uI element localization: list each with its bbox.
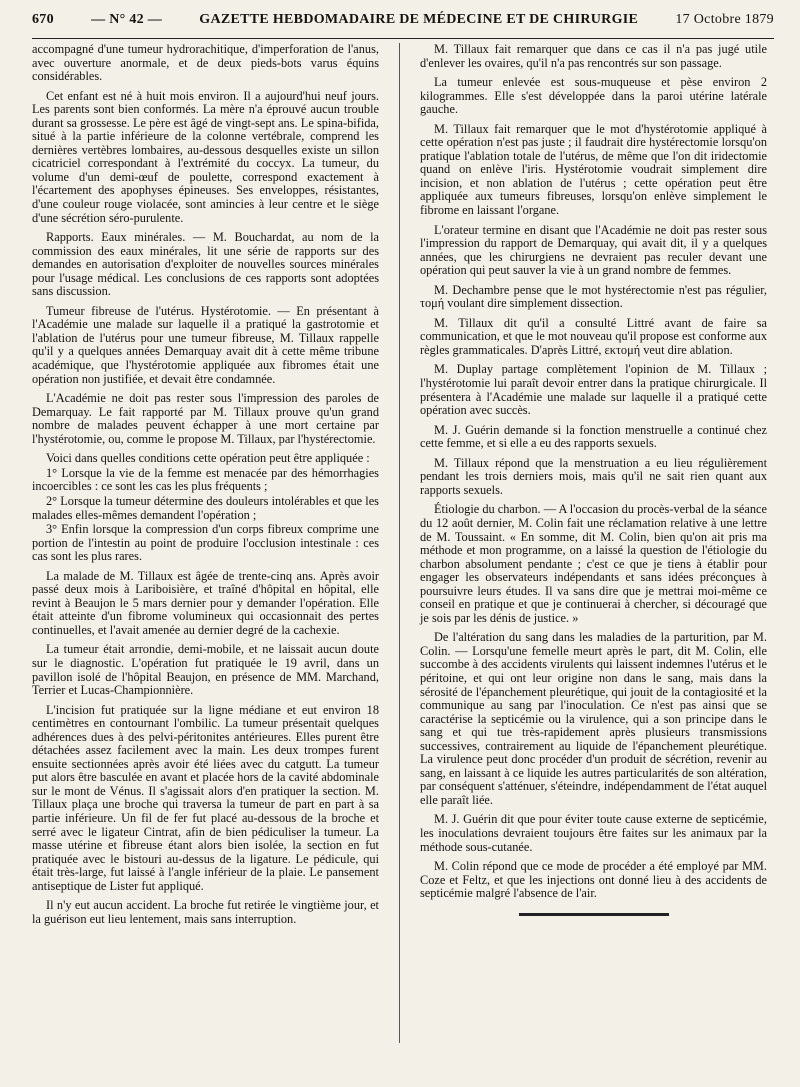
paragraph: De l'altération du sang dans les maladies de la parturition, par M. Colin. — Lorsqu'une femelle meurt après le part, dit M. Colin, elle succombe à des accidents virulents qui laissent indemnes l'utérus et le péritoine, et qui ont leur origine non dans le sang, mais dans la sérosité de l'épanchement pleurétique, qui jouit de la contagiosité et la communique au sang par l'inoculation. Ce n'est pas ainsi que se caractérise la septicémie ou la virulence, qui a son principe dans le sang et qui tue très-rapidement après plusieurs transmissions successives, contrairement au liquide de l'épanchement pleurétique. La virulence peut donc procéder d'un produit de sécrétion, revenir au sang, en laissant à ce liquide les autres particularités de son altération, par conséquent s'atténuer, s'éteindre, indépendamment de l'état auquel elle paraît liée. <box>420 630 767 807</box>
end-rule <box>519 913 669 916</box>
column-divider <box>399 43 400 1043</box>
article-columns <box>32 43 774 1043</box>
paragraph: 1° Lorsque la vie de la femme est menacée par des hémorrhagies incoercibles : ce sont les cas les plus fréquents ; <box>32 465 379 494</box>
paragraph: M. Tillaux répond que la menstruation a eu lieu régulièrement pendant les trois derniers mois, mais qu'il ne sait rien quant aux rapports sexuels. <box>420 455 767 497</box>
paragraph: M. Dechambre pense que le mot hystérectomie n'est pas régulier, τομή voulant dire simplement dissection. <box>420 282 767 311</box>
paragraph: M. J. Guérin dit que pour éviter toute cause externe de septicémie, les inoculations devraient toujours être faites sur les animaux par la méthode sous-cutanée. <box>420 812 767 854</box>
paragraph: 2° Lorsque la tumeur détermine des douleurs intolérables et que les malades elles-mêmes demandent l'opération ; <box>32 493 379 522</box>
right-column <box>412 43 767 1043</box>
paragraph: La tumeur enlevée est sous-muqueuse et pèse environ 2 kilogrammes. Elle s'est développée dans la paroi utérine latérale gauche. <box>420 75 767 117</box>
paragraph: accompagné d'une tumeur hydrorachitique, d'imperforation de l'anus, avec ouverture anormale, et de deux pieds-bots varus équins considérables. <box>32 42 379 84</box>
left-column <box>32 43 387 1043</box>
paragraph: M. Tillaux dit qu'il a consulté Littré avant de faire sa communication, et que le mot nouveau qu'il propose est conforme aux règles grammaticales. D'après Littré, εκτομή veut dire ablation. <box>420 315 767 357</box>
paragraph: L'orateur termine en disant que l'Académie ne doit pas rester sous l'impression du rapport de Demarquay, qui avait dit, il y a quelques années, que les chirurgiens ne devraient pas reculer devant une opération qui peut sauver la vie à un grand nombre de femmes. <box>420 222 767 278</box>
journal-title: GAZETTE HEBDOMADAIRE DE MÉDECINE ET DE CHIRURGIE <box>199 12 639 27</box>
paragraph: L'Académie ne doit pas rester sous l'impression des paroles de Demarquay. Le fait rapporté par M. Tillaux prouve qu'un grand nombre de malades peuvent échapper à une mort certaine par l'hystérotomie, ou, comme le propose M. Tillaux, par l'hystérectomie. <box>32 391 379 446</box>
issue-date: 17 Octobre 1879 <box>675 12 774 27</box>
page-header <box>32 12 774 39</box>
paragraph: M. Tillaux fait remarquer que dans ce cas il n'a pas jugé utile d'enlever les ovaires, qu'il n'a pas rencontrés sur son passage. <box>420 42 767 70</box>
paragraph: Rapports. Eaux minérales. — M. Bouchardat, au nom de la commission des eaux minérales, lit une série de rapports sur des demandes en autorisation d'exploiter de nouvelles sources minérales pour l'usage médical. Les conclusions de ces rapports sont adoptées sans discussion. <box>32 230 379 299</box>
paragraph: Cet enfant est né à huit mois environ. Il a aujourd'hui neuf jours. Les parents sont bien conformés. La mère n'a éprouvé aucun trouble durant sa grossesse. Le père est âgé de vingt-sept ans. Le spina-bifida, situé à la partie inférieure de la colonne vertébrale, comprend les dernières vertèbres lombaires, au-dessous desquelles existe un sillon cicatriciel correspondant à l'extrémité du coccyx. La tumeur, du volume d'un demi-œuf de poulette, correspond exactement à l'écartement des apophyses épineuses. Ses enveloppes, résistantes, d'une couleur rouge violacée, sont amincies à leur centre et le siège d'une sécrétion séro-purulente. <box>32 88 379 225</box>
paragraph: M. Duplay partage complètement l'opinion de M. Tillaux ; l'hystérotomie lui paraît devoir entrer dans la pratique chirurgicale. Il présentera à l'Académie une malade sur laquelle il a pratiqué cette opération avec succès. <box>420 362 767 418</box>
paragraph: 3° Enfin lorsque la compression d'un corps fibreux comprime une portion de l'intestin au point de produire l'occlusion intestinale : ces cas sont les plus rares. <box>32 522 379 564</box>
paragraph: Voici dans quelles conditions cette opération peut être appliquée : <box>46 451 370 466</box>
paragraph: M. Tillaux fait remarquer que le mot d'hystérotomie appliqué à cette opération n'est pas juste ; il faudrait dire hystérectomie lorsqu'on pratique l'ablation totale de l'utérus, de même que l'on dit iridectomie quand on enlève l'iris. Hystérotomie voudrait simplement dire incision, et non ablation de l'utérus ; cette opération peut être appliquée aux tumeurs fibreuses, lorsqu'on enlève simplement le fibrome en laissant l'organe. <box>420 121 767 218</box>
paragraph: M. Colin répond que ce mode de procéder a été employé par MM. Coze et Feltz, et que les injections ont donné lieu à des accidents de septicémie malgré l'absence de l'air. <box>420 859 767 901</box>
paragraph: M. J. Guérin demande si la fonction menstruelle a continué chez cette femme, et si elle a eu des rapports sexuels. <box>420 422 767 451</box>
page-number: 670 <box>32 12 54 27</box>
paragraph: Il n'y eut aucun accident. La broche fut retirée le vingtième jour, et la guérison eut lieu lentement, mais sans interruption. <box>32 898 379 926</box>
paragraph: La malade de M. Tillaux est âgée de trente-cinq ans. Après avoir passé deux mois à Lariboisière, et traîné d'hôpital en hôpital, elle revint à Beaujon le 5 mars dernier pour y demander l'opération. Elle était atteinte d'un fibrome volumineux qui occasionnait des pertes continuelles, et l'avait amenée au dernier degré de la cachexie. <box>32 568 379 637</box>
paragraph: Tumeur fibreuse de l'utérus. Hystérotomie. — En présentant à l'Académie une malade sur laquelle il a pratiqué la gastrotomie et l'ablation de l'utérus pour une tumeur fibreuse, M. Tillaux rappelle qu'il y a quelques années Demarquay avait dit à cette même tribune académique, que l'hystérotomie appliquée aux fibromes était une opération non justifiée, et devait être condamnée. <box>32 303 379 386</box>
paragraph: L'incision fut pratiquée sur la ligne médiane et eut environ 18 centimètres en contournant l'ombilic. La tumeur présentait quelques adhérences dues à des pelvi-péritonites antérieures. Elles purent être détachées assez facilement avec la main. Les deux trompes furent ensuite sectionnées après avoir été liées avec du catgutt. La tumeur put alors être basculée en avant et placée hors de la cavité abdominale sur le mont de Vénus. Il s'agissait alors d'en pratiquer la section. M. Tillaux plaça une broche qui traversa la tumeur de part en part à sa partie inférieure. Un fil de fer fut placé au-dessous de la broche et serré avec le ligateur Cintrat, afin de bien pédiculiser la tumeur. La masse utérine et fibreuse étant alors bien isolée, la section en fut pratiquée avec le bistouri au-dessus de la ligature. Le pédicule, qui était très-large, fut laissé à l'angle inférieur de la plaie. Le pansement antiseptique de Lister fut appliqué. <box>32 702 379 893</box>
paragraph: Étiologie du charbon. — A l'occasion du procès-verbal de la séance du 12 août dernier, M. Colin fait une réclamation relative à une lettre de M. Toussaint. « En somme, dit M. Colin, bien qu'on ait pris ma méthode et mon programme, on a laissé la question de l'étiologie du charbon absolument pendante ; c'est ce que je tiens à établir pour engager les observateurs indépendants et sans idées préconçues à poursuivre leurs études. Il va sans dire que je mettrai moi-même ce conseil en pratique et que je continuerai à chercher, si découragé que je sois par les dénis de justice. » <box>420 502 767 625</box>
issue-number: — N° 42 — <box>91 12 163 27</box>
paragraph: La tumeur était arrondie, demi-mobile, et ne laissait aucun doute sur le diagnostic. L'opération fut pratiquée le 19 avril, dans un pavillon isolé de l'hôpital Beaujon, en présence de MM. Marchand, Terrier et Lucas-Championnière. <box>32 642 379 698</box>
